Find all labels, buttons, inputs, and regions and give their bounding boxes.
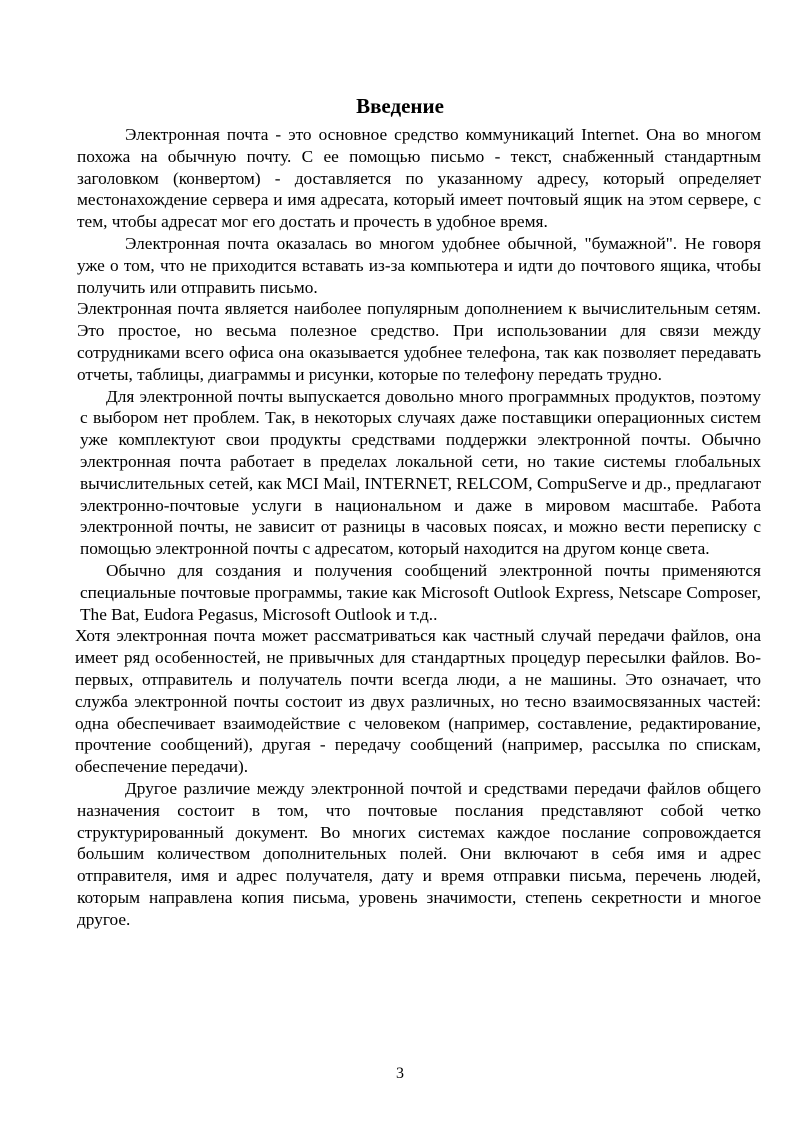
paragraph-5: Обычно для создания и получения сообщений электронной почты применяются специальные почтовые программы, такие как Microsoft Outlook Express, Netscape Composer, The Bat, Eudora Pegasus, Microsoft Outlook и т.д.. [80,560,761,624]
paragraph-3: Электронная почта является наиболее популярным дополнением к вычислительным сетям. Это простое, но весьма полезное средство. При использовании для связи между сотрудниками всего офиса она оказывается удобнее телефона, так как позволяет передавать отчеты, таблицы, диаграммы и рисунки, которые по телефону передать трудно. [77,299,761,384]
paragraph-1: Электронная почта - это основное средство коммуникаций Internet. Она во многом похожа на обычную почту. С ее помощью письмо - текст, снабженный стандартным заголовком (конвертом) - доставляется по указанному адресу, который определяет местонахождение сервера и имя адресата, который имеет почтовый ящик на этом сервере, с тем, чтобы адресат мог его достать и прочесть в удобное время. [77,125,761,232]
paragraph-7: Другое различие между электронной почтой и средствами передачи файлов общего назначения состоит в том, что почтовые послания представляют собой четко структурированный документ. Во многих системах каждое послание сопровождается большим количеством дополнительных полей. Они включают в себя имя и адрес отправителя, имя и адрес получателя, дату и время отправки письма, перечень людей, которым направлена копия письма, уровень значимости, степень секретности и многое другое. [77,778,761,929]
page-title: Введение [356,94,444,118]
paragraph-4: Для электронной почты выпускается довольно много программных продуктов, поэтому с выбором нет проблем. Так, в некоторых случаях даже поставщики операционных систем уже комплектуют свои продукты средствами поддержки электронной почты. Обычно электронная почта работает в пределах локальной сети, но такие системы глобальных вычислительных сетей, как MCI Mail, INTERNET, RELCOM, CompuServe и др., предлагают электронно-почтовые услуги в национальном и даже в мировом масштабе. Работа электронной почты, не зависит от разницы в часовых поясах, и можно вести переписку с помощью электронной почты с адресатом, который находится на другом конце света. [80,386,761,559]
paragraph-2: Электронная почта оказалась во многом удобнее обычной, "бумажной". Не говоря уже о том, что не приходится вставать из-за компьютера и идти до почтового ящика, чтобы получить или отправить письмо. [77,233,761,297]
page-number: 3 [396,1065,404,1082]
paragraph-6: Хотя электронная почта может рассматриваться как частный случай передачи файлов, она имеет ряд особенностей, не привычных для стандартных процедур пересылки файлов. Во-первых, отправитель и получатель почти всегда люди, а не машины. Это означает, что служба электронной почты состоит из двух различных, но тесно взаимосвязанных частей: одна обеспечивает взаимодействие с человеком (например, составление, редактирование, прочтение сообщений), другая - передачу сообщений (например, рассылка по спискам, обеспечение передачи). [75,626,761,777]
document-body [77,124,761,930]
